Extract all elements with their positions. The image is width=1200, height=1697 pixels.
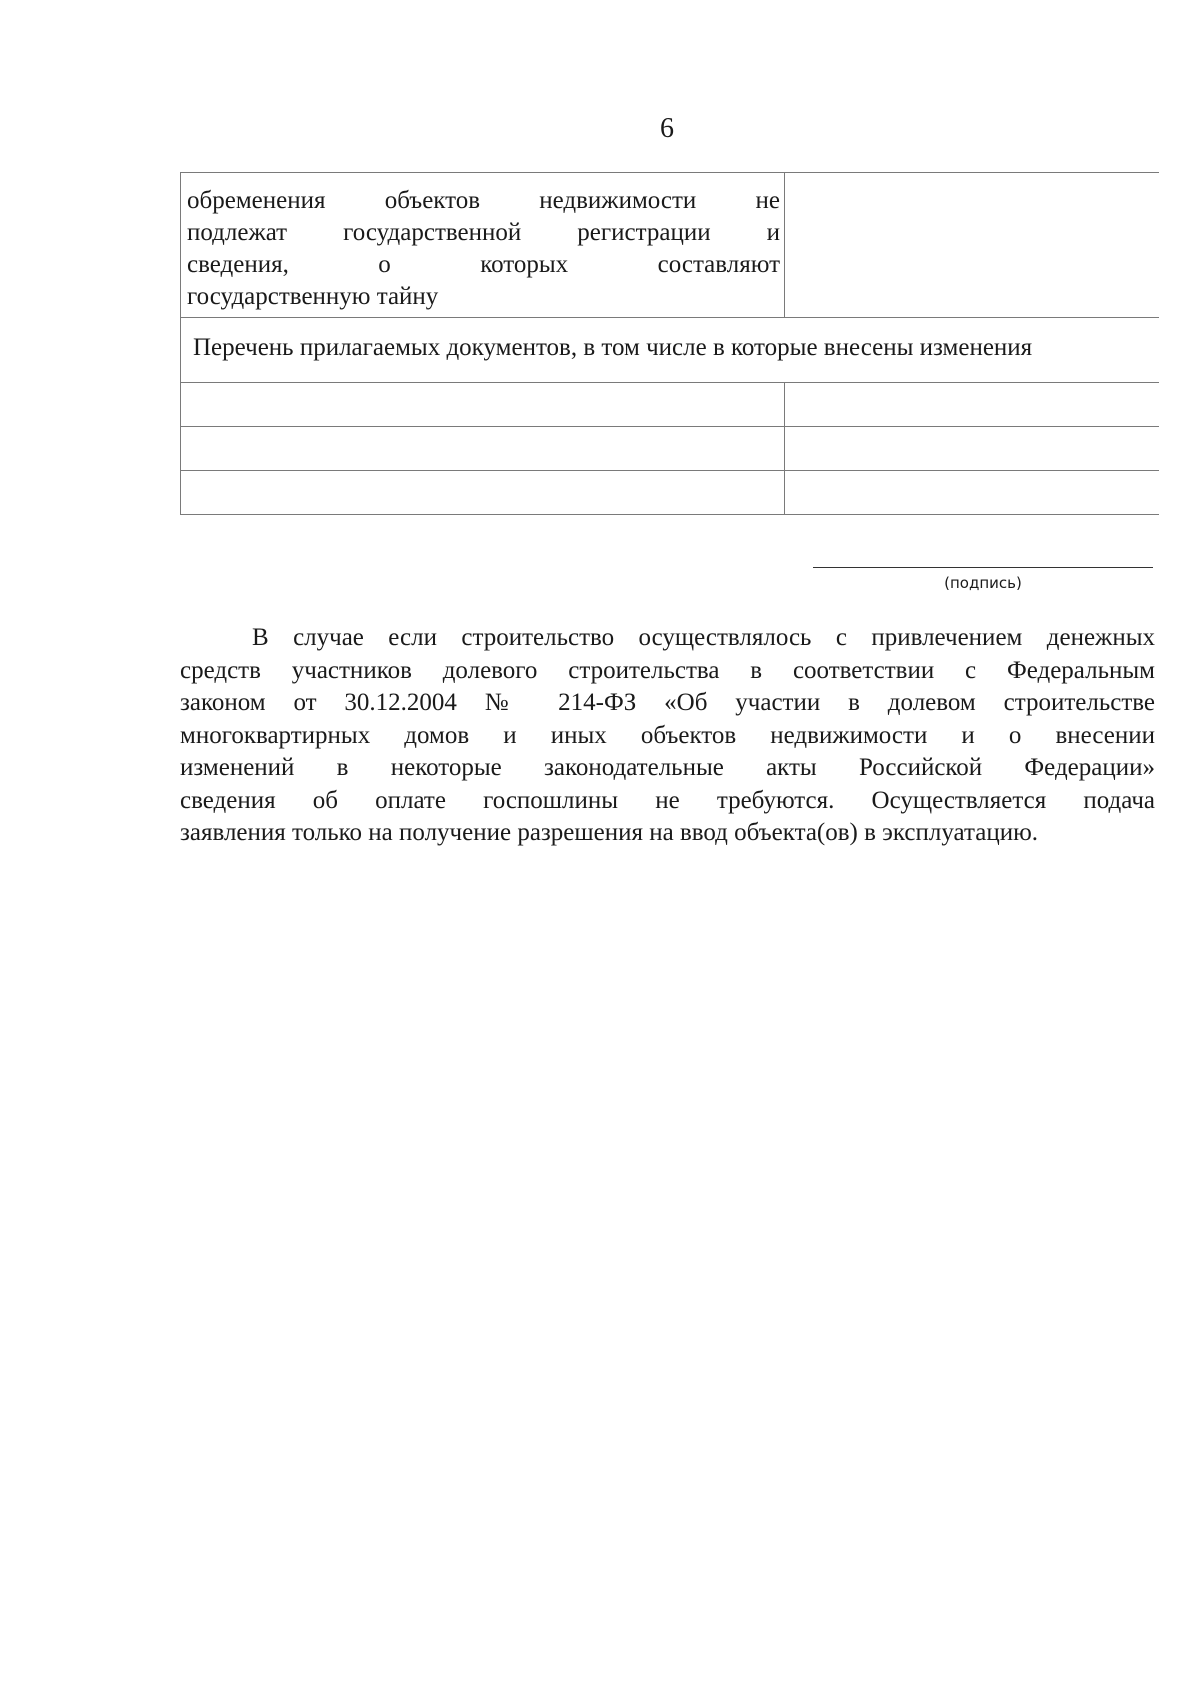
- note-line: заявления только на получение разрешения на ввод объекта(ов) в эксплуатацию.: [180, 819, 1039, 846]
- encumbrance-label-line: обременения объектов недвижимости не: [187, 187, 780, 214]
- document-details-cell[interactable]: [785, 471, 1159, 514]
- form-table: [180, 172, 1159, 515]
- note-line: многоквартирных домов и иных объектов недвижимости и о внесении: [180, 721, 1155, 749]
- document-row: [181, 383, 1159, 427]
- note-line: В случае если строительство осуществлялось с привлечением денежных: [252, 624, 1155, 651]
- document-row: [181, 471, 1159, 515]
- encumbrance-label-line: подлежат государственной регистрации и: [187, 219, 780, 246]
- document-name-cell[interactable]: [181, 383, 785, 426]
- note-line: средств участников долевого строительства в соответствии с Федеральным: [180, 656, 1155, 684]
- document-name-cell[interactable]: [181, 427, 785, 470]
- encumbrance-label-line: сведения, о которых составляют: [187, 251, 780, 278]
- documents-heading: Перечень прилагаемых документов, в том числе в которые внесены изменения: [193, 334, 1033, 361]
- note-line: сведения об оплате госпошлины не требуются. Осуществляется подача: [180, 786, 1155, 814]
- note-line: законом от 30.12.2004 № 214-ФЗ «Об участии в долевом строительстве: [180, 689, 1155, 716]
- page-number-text: 6: [660, 113, 674, 144]
- document-details-cell[interactable]: [785, 427, 1159, 470]
- table-row-encumbrance: [181, 173, 1159, 318]
- encumbrance-label-line: государственную тайну: [187, 283, 439, 310]
- documents-heading-row: [181, 318, 1159, 383]
- note-line: изменений в некоторые законодательные акты Российской Федерации»: [180, 754, 1155, 781]
- signature-line[interactable]: [813, 567, 1153, 568]
- page-number: [0, 112, 1200, 146]
- signature-block: [813, 567, 1153, 592]
- fee-exemption-note: [180, 622, 1155, 850]
- encumbrance-value-cell[interactable]: [785, 173, 1159, 317]
- encumbrance-label-cell: [181, 173, 785, 317]
- document-name-cell[interactable]: [181, 471, 785, 514]
- document-row: [181, 427, 1159, 471]
- document-details-cell[interactable]: [785, 383, 1159, 426]
- signature-caption: (подпись): [944, 574, 1022, 592]
